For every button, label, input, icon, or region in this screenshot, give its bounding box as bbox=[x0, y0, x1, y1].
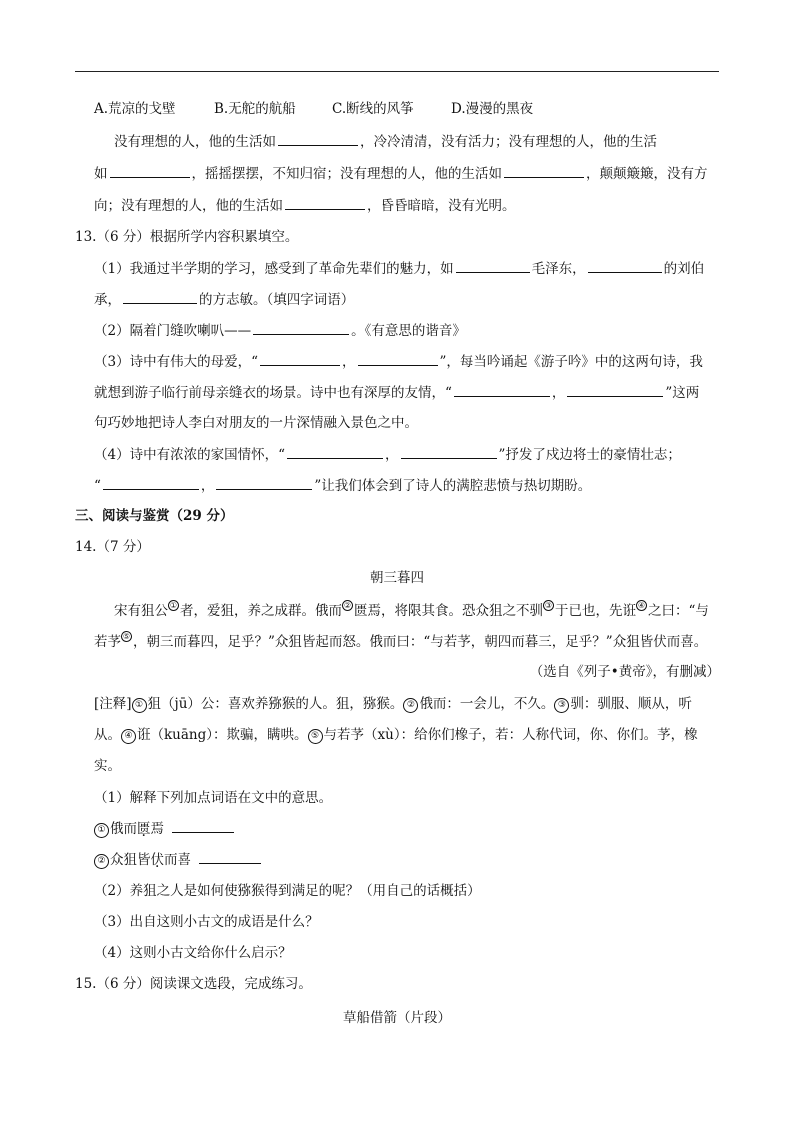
option-a: A.荒凉的戈壁 bbox=[94, 101, 176, 117]
passage-15-title: 草船借箭（片段） bbox=[343, 1010, 451, 1026]
q14-sub-4: （4）这则小古文给你什么启示？ bbox=[94, 945, 292, 961]
answer-blank[interactable] bbox=[278, 131, 358, 146]
passage-source: （选自《列子•黄帝》，有删减） bbox=[529, 664, 720, 680]
q13-part-4: （4）诗中有浓浓的家国情怀，“ ， ”抒发了戍边将士的豪情壮志； bbox=[94, 444, 681, 465]
q13-part-3: （3）诗中有伟大的母爱，“ ， ”，每当吟诵起《游子吟》中的这两句诗，我 bbox=[94, 351, 703, 372]
answer-blank[interactable] bbox=[216, 475, 312, 490]
fill-line-3: 向；没有理想的人，他的生活如 ，昏昏暗暗，没有光明。 bbox=[94, 195, 516, 216]
question-14-heading: 14.（7 分） bbox=[75, 539, 150, 555]
q13-part-3-end: 句巧妙地把诗人李白对朋友的一片深情融入景色之中。 bbox=[94, 415, 418, 431]
q13-part-1: （1）我通过半学期的学习，感受到了革命先辈们的魅力，如 毛泽东， 的刘伯 bbox=[94, 258, 704, 279]
question-13-heading: 13.（6 分）根据所学内容积累填空。 bbox=[75, 229, 299, 245]
passage-line-1: 宋有狙公 ① 者，爱狙，养之成群。俄而 ② 匮焉，将限其食。恐众狙之不驯 ③ 于已也，先诳 ④ 之曰：“与 bbox=[114, 601, 709, 619]
answer-blank[interactable] bbox=[358, 351, 438, 366]
fill-line-1: 没有理想的人，他的生活如 ，冷冷清清，没有活力；没有理想的人，他的生活 bbox=[114, 131, 657, 152]
q13-part-1-cont: 承， 的方志敏。（填四字词语） bbox=[94, 289, 354, 310]
answer-blank[interactable] bbox=[567, 382, 663, 397]
q13-part-2: （2）隔着门缝吹喇叭—— 。《有意思的谐音》 bbox=[94, 320, 466, 341]
answer-blank[interactable] bbox=[123, 289, 197, 304]
answer-blank[interactable] bbox=[456, 258, 530, 273]
q14-sub-1: （1）解释下列加点词语在文中的意思。 bbox=[94, 790, 333, 806]
answer-blank[interactable] bbox=[454, 382, 550, 397]
answer-blank[interactable] bbox=[285, 195, 365, 210]
section-3-heading: 三、阅读与鉴赏（29 分） bbox=[75, 508, 234, 524]
answer-blank[interactable] bbox=[588, 258, 662, 273]
passage-title: 朝三暮四 bbox=[370, 570, 424, 586]
answer-blank[interactable] bbox=[110, 163, 190, 178]
notes-line-2: 从。 ④ 诳（kuāng）：欺骗，瞒哄。 ⑤ 与若芧（xù）：给你们橡子，若：人称代词，你、你们。芧，橡 bbox=[94, 727, 698, 743]
fill-line-2: 如 ，摇摇摆摆，不知归宿；没有理想的人，他的生活如 ，颠颠簸簸，没有方 bbox=[94, 163, 708, 184]
passage-line-2: 若芧 ⑤ ，朝三而暮四，足乎？”众狙皆起而怒。俄而曰：“与若芧，朝四而暮三，足乎？”众狙皆伏而喜。 bbox=[94, 632, 708, 650]
q14-sub-1a: ① 俄而匮焉 bbox=[94, 818, 236, 839]
answer-blank[interactable] bbox=[287, 444, 383, 459]
option-b: B.无舵的航船 bbox=[214, 101, 296, 117]
header-rule bbox=[75, 71, 719, 72]
q13-part-4-cont: “ ， ”让我们体会到了诗人的满腔悲愤与热切期盼。 bbox=[94, 475, 591, 496]
answer-blank[interactable] bbox=[504, 163, 584, 178]
q14-sub-2: （2）养狙之人是如何使猕猴得到满足的呢？（用自己的话概括） bbox=[94, 883, 481, 899]
notes-line-3: 实。 bbox=[94, 758, 121, 774]
answer-blank[interactable] bbox=[253, 320, 349, 335]
answer-blank[interactable] bbox=[199, 849, 261, 864]
answer-blank[interactable] bbox=[401, 444, 497, 459]
q14-sub-3: （3）出自这则小古文的成语是什么？ bbox=[94, 914, 319, 930]
answer-blank[interactable] bbox=[103, 475, 199, 490]
answer-blank[interactable] bbox=[172, 818, 234, 833]
answer-blank[interactable] bbox=[260, 351, 340, 366]
q13-part-3-cont: 就想到游子临行前母亲缝衣的场景。诗中也有深厚的友情，“ ， ”这两 bbox=[94, 382, 699, 403]
option-d: D.漫漫的黑夜 bbox=[451, 101, 534, 117]
option-c: C.断线的风筝 bbox=[332, 101, 414, 117]
notes-line-1: [注释] ① 狙（jū）公：喜欢养猕猴的人。狙，猕猴。 ② 俄而：一会儿，不久。 ③ 驯：驯服、顺从，听 bbox=[94, 696, 692, 712]
q14-sub-1b: ② 众狙皆伏而喜 bbox=[94, 849, 263, 870]
question-15-heading: 15.（6 分）阅读课文选段，完成练习。 bbox=[75, 976, 312, 992]
